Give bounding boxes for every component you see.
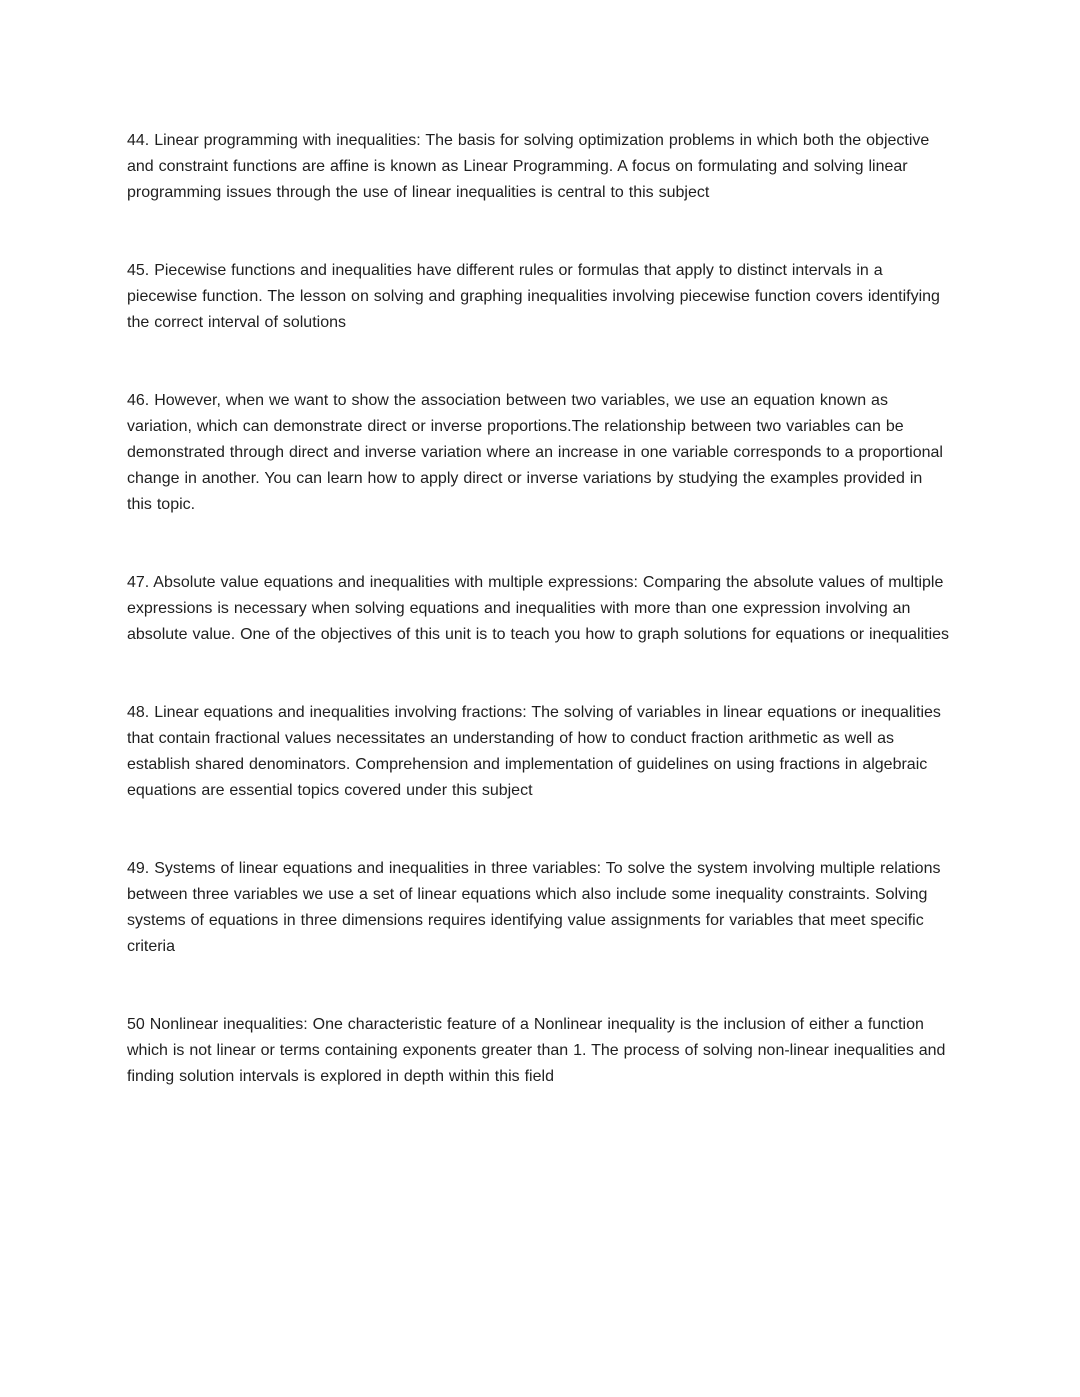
paragraph-48: 48. Linear equations and inequalities involving fractions: The solving of variables in linear equations or inequalities that contain fractional values necessitates an understanding of how to conduct fraction arithmetic as well as establish shared denominators. Comprehension and implementation of guidelines on using fractions in algebraic equations are essential topics covered under this subject (127, 704, 941, 799)
document-text-block (127, 128, 950, 1090)
paragraph-49: 49. Systems of linear equations and inequalities in three variables: To solve the system involving multiple relations between three variables we use a set of linear equations which also include some inequality constraints. Solving systems of equations in three dimensions requires identifying value assignments for variables that meet specific criteria (127, 860, 941, 955)
paragraph-47: 47. Absolute value equations and inequalities with multiple expressions: Comparing the absolute values of multiple expressions is necessary when solving equations and inequalities with more than one expression involving an absolute value. One of the objectives of this unit is to teach you how to graph solutions for equations or inequalities (127, 574, 950, 643)
paragraph-50: 50 Nonlinear inequalities: One characteristic feature of a Nonlinear inequality is the inclusion of either a function which is not linear or terms containing exponents greater than 1. The process of solving non-linear inequalities and finding solution intervals is explored in depth within this field (127, 1016, 946, 1085)
paragraph-44: 44. Linear programming with inequalities: The basis for solving optimization problems in which both the objective and constraint functions are affine is known as Linear Programming. A focus on formulating and solving linear programming issues through the use of linear inequalities is central to this subject (127, 132, 930, 201)
paragraph-46: 46. However, when we want to show the association between two variables, we use an equation known as variation, which can demonstrate direct or inverse proportions.The relationship between two variables can be demonstrated through direct and inverse variation where an increase in one variable corresponds to a proportional change in another. You can learn how to apply direct or inverse variations by studying the examples provided in this topic. (127, 392, 943, 513)
paragraph-45: 45. Piecewise functions and inequalities have different rules or formulas that apply to distinct intervals in a piecewise function. The lesson on solving and graphing inequalities involving piecewise function covers identifying the correct interval of solutions (127, 262, 940, 331)
